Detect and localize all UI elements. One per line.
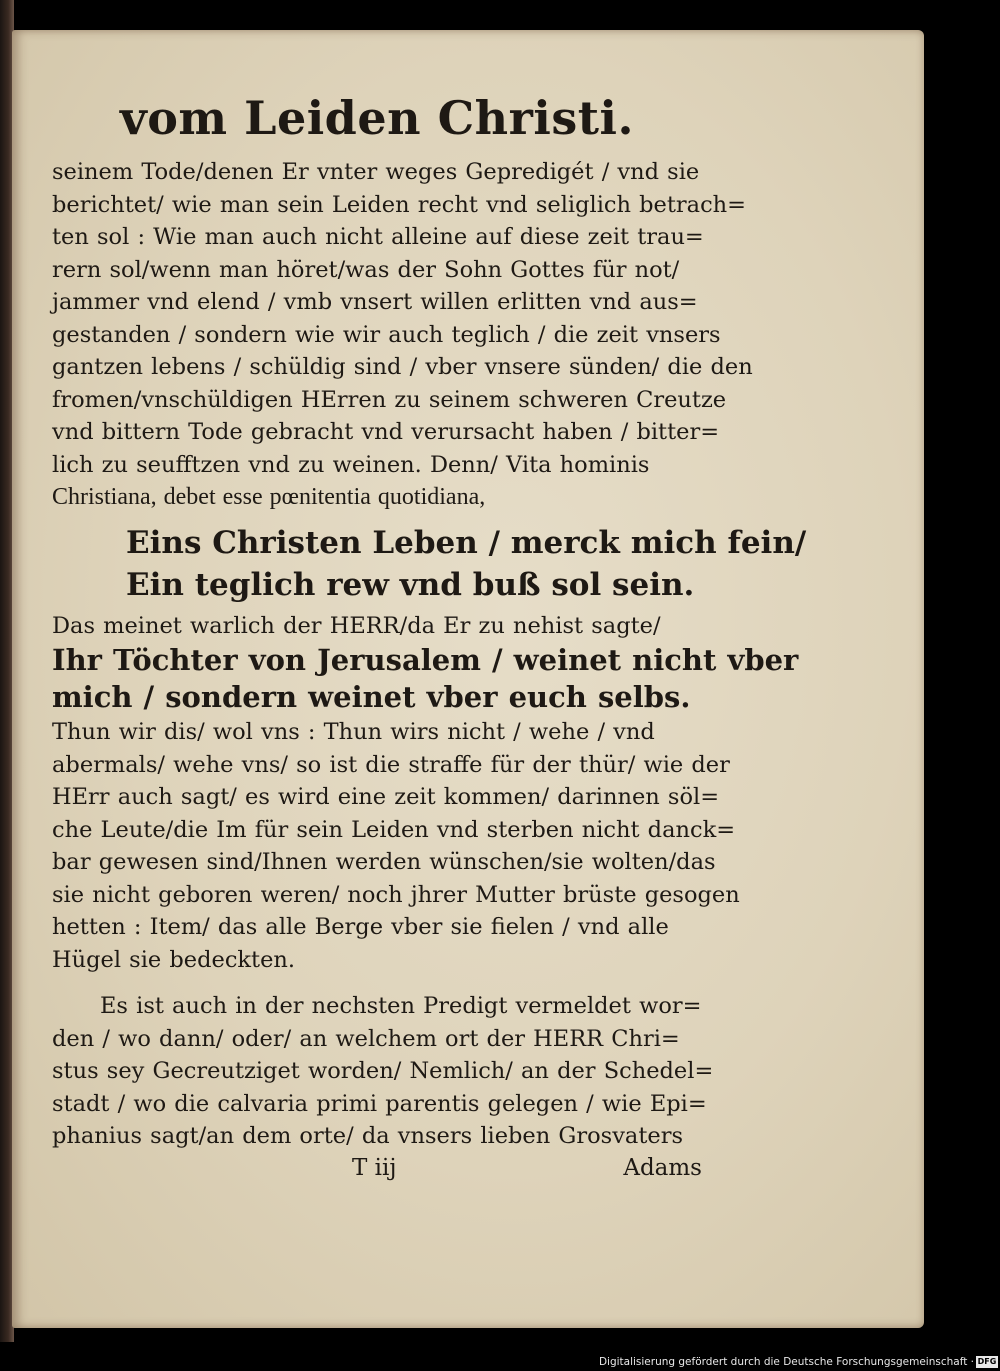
running-head: vom Leiden Christi. bbox=[120, 91, 634, 145]
verse-couplet bbox=[126, 522, 807, 606]
page-footer bbox=[52, 1155, 702, 1189]
funding-credit: Digitalisierung gefördert durch die Deutsche Forschungsgemeinschaft · bbox=[598, 1356, 974, 1368]
text-line: hetten : Item/ das alle Berge vber sie fielen / vnd alle bbox=[52, 914, 669, 940]
scripture-quote-line: Ihr Töchter von Jerusalem / weinet nicht vber bbox=[52, 643, 799, 677]
text-line: Hügel sie bedeckten. bbox=[52, 946, 296, 973]
text-line: gestanden / sondern wie wir auch teglich / die zeit vnsers bbox=[52, 321, 721, 348]
text-line: den / wo dann/ oder/ an welchem ort der HERR Chri= bbox=[52, 1025, 680, 1052]
funding-banner bbox=[0, 1354, 1000, 1371]
text-line: sie nicht geboren weren/ noch jhrer Mutter brüste gesogen bbox=[52, 881, 740, 908]
text-line: jammer vnd elend / vmb vnsert willen erlitten vnd aus= bbox=[52, 289, 698, 315]
text-line: fromen/vnschüldigen HErren zu seinem schweren Creutze bbox=[52, 386, 727, 413]
dfg-logo: DFG bbox=[977, 1357, 997, 1366]
text-line: abermals/ wehe vns/ so ist die straffe für der thür/ wie der bbox=[52, 751, 730, 778]
text-line: HErr auch sagt/ es wird eine zeit kommen/ darinnen söl= bbox=[52, 784, 720, 810]
text-line: gantzen lebens / schüldig sind / vber vnsere sünden/ die den bbox=[52, 354, 753, 380]
text-line: stadt / wo die calvaria primi parentis gelegen / wie Epi= bbox=[52, 1090, 707, 1117]
text-line: ten sol : Wie man auch nicht alleine auf diese zeit trau= bbox=[52, 224, 704, 250]
book-page bbox=[12, 30, 924, 1328]
signature-mark: T iij bbox=[352, 1154, 397, 1181]
scripture-quote-line: mich / sondern weinet vber euch selbs. bbox=[52, 680, 691, 714]
text-line: che Leute/die Im für sein Leiden vnd sterben nicht danck= bbox=[52, 816, 736, 843]
text-line: Das meinet warlich der HERR/da Er zu nehist sagte/ bbox=[52, 612, 661, 639]
text-line: Es ist auch in der nechsten Predigt vermeldet wor= bbox=[100, 993, 702, 1019]
paragraph-2 bbox=[52, 610, 799, 717]
paragraph-4 bbox=[52, 990, 714, 1153]
verse-line: Ein teglich rew vnd buß sol sein. bbox=[126, 566, 695, 603]
text-line: seinem Tode/denen Er vnter weges Gepredigét / vnd sie bbox=[52, 159, 700, 185]
text-line: berichtet/ wie man sein Leiden recht vnd seliglich betrach= bbox=[52, 191, 747, 218]
text-line: stus sey Gecreutziget worden/ Nemlich/ an der Schedel= bbox=[52, 1058, 714, 1084]
text-line: lich zu seufftzen vnd zu weinen. Denn/ Vita hominis bbox=[52, 451, 650, 478]
paragraph-1 bbox=[52, 156, 753, 514]
text-line: Thun wir dis/ wol vns : Thun wirs nicht / wehe / vnd bbox=[52, 719, 655, 745]
catchword: Adams bbox=[623, 1154, 702, 1181]
verse-line: Eins Christen Leben / merck mich fein/ bbox=[126, 524, 807, 561]
text-line: vnd bittern Tode gebracht vnd verursacht haben / bitter= bbox=[52, 419, 720, 445]
paragraph-3 bbox=[52, 716, 740, 976]
paragraph-gap bbox=[52, 976, 702, 990]
page-text-block bbox=[52, 90, 807, 1189]
text-line: bar gewesen sind/Ihnen werden wünschen/sie wolten/das bbox=[52, 849, 716, 875]
text-line: rern sol/wenn man höret/was der Sohn Gottes für not/ bbox=[52, 256, 680, 283]
latin-text-line: Christiana, debet esse pœnitentia quotidiana, bbox=[52, 484, 486, 510]
text-line: phanius sagt/an dem orte/ da vnsers lieben Grosvaters bbox=[52, 1123, 683, 1149]
